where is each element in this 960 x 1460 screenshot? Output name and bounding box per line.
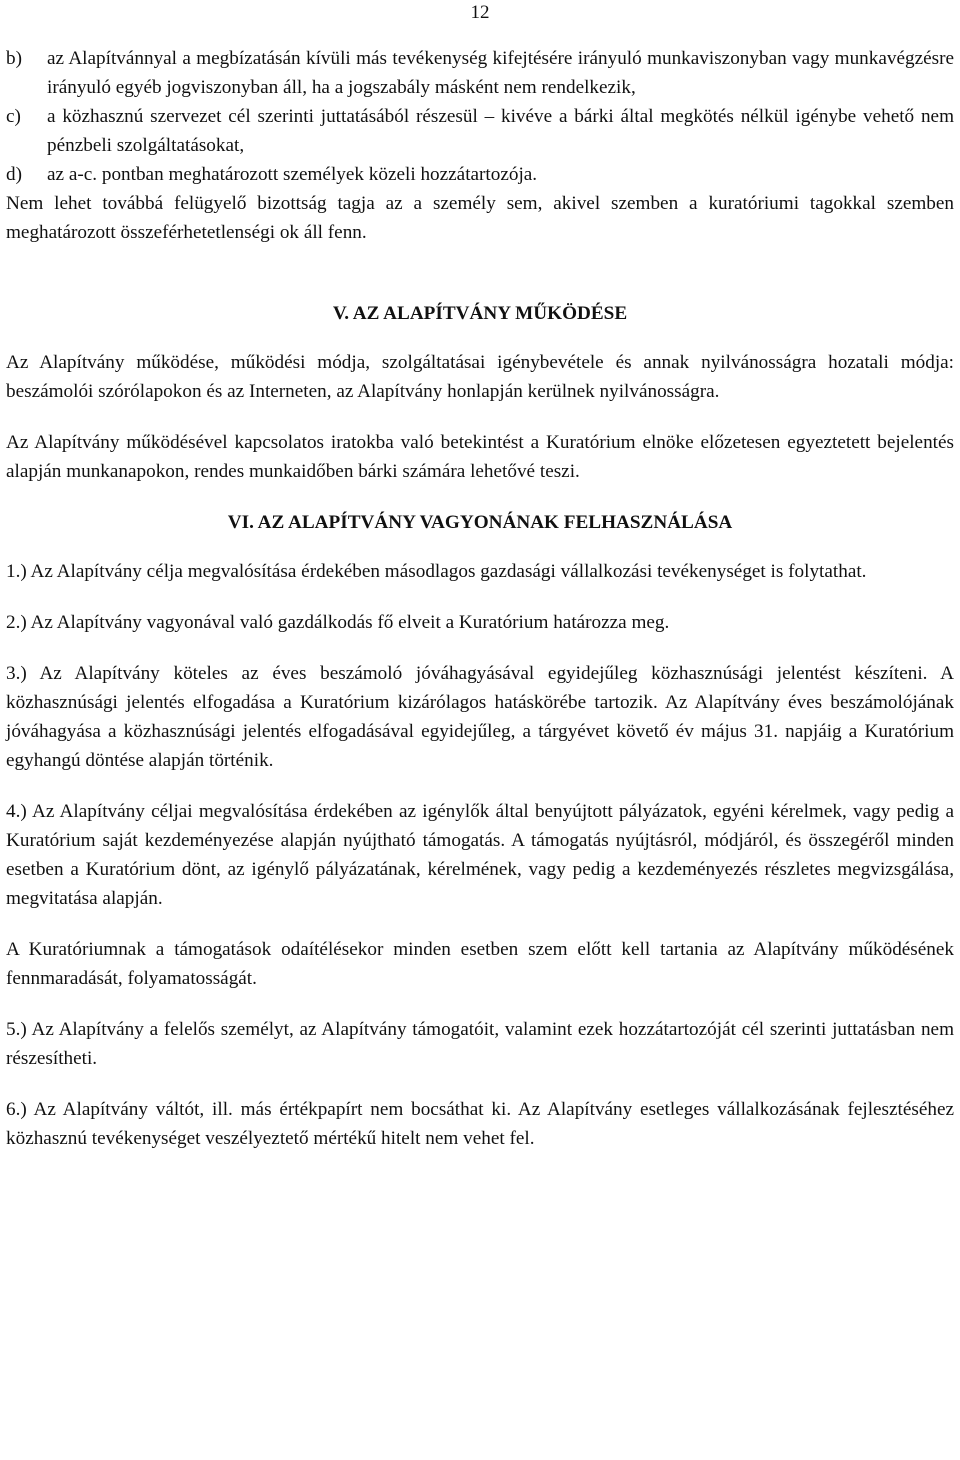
paragraph: 6.) Az Alapítvány váltót, ill. más értékpapírt nem bocsáthat ki. Az Alapítvány esetleges vállalkozásának fejlesztéséhez közhasznú tevékenységet veszélyeztető mértékű hitelt nem vehet fel. — [6, 1099, 954, 1149]
paragraph: 1.) Az Alapítvány célja megvalósítása érdekében másodlagos gazdasági vállalkozási tevékenységet is folytathat. — [6, 561, 867, 582]
paragraph: 3.) Az Alapítvány köteles az éves beszámoló jóváhagyásával egyidejűleg közhasznúsági jelentést készíteni. A közhasznúsági jelentés elfogadása a Kuratórium kizárólagos hatáskörébe tartozik. Az Alapítvány éves beszámolójának jóváhagyása a közhasznúsági jelentés elfogadásával egyidejűleg, a tárgyévet követő év május 31. napjáig a Kuratórium egyhangú döntése alapján történik. — [6, 663, 954, 771]
list-marker: c) — [6, 106, 21, 127]
list-marker: b) — [6, 48, 22, 69]
page-number: 12 — [470, 2, 490, 23]
paragraph: Az Alapítvány működésével kapcsolatos iratokba való betekintést a Kuratórium elnöke előzetesen egyeztetett bejelentés alapján munkanapokon, rendes munkaidőben bárki számára lehetővé teszi. — [6, 432, 954, 482]
section-heading-vi: VI. AZ ALAPÍTVÁNY VAGYONÁNAK FELHASZNÁLÁSA — [227, 512, 733, 533]
list-item — [6, 102, 954, 160]
paragraph: 2.) Az Alapítvány vagyonával való gazdálkodás fő elveit a Kuratórium határozza meg. — [6, 612, 670, 633]
intro-paragraph: Nem lehet továbbá felügyelő bizottság tagja az a személy sem, akivel szemben a kuratóriumi tagokkal szemben meghatározott összeférhetetlenségi ok áll fenn. — [6, 193, 954, 243]
paragraph: Az Alapítvány működése, működési módja, szolgáltatásai igénybevétele és annak nyilvánosságra hozatali módja: beszámolói szórólapokon és az Interneten, az Alapítvány honlapján kerülnek nyilvánosságra. — [6, 352, 954, 402]
list-item — [6, 44, 954, 102]
paragraph: 5.) Az Alapítvány a felelős személyt, az Alapítvány támogatóit, valamint ezek hozzátartozóját cél szerinti juttatásban nem részesítheti. — [6, 1019, 954, 1069]
section-heading-v: V. AZ ALAPÍTVÁNY MŰKÖDÉSE — [332, 303, 628, 324]
list-item-text: az Alapítvánnyal a megbízatásán kívüli más tevékenység kifejtésére irányuló munkaviszonyban vagy munkavégzésre irányuló egyéb jogviszonyban áll, ha a jogszabály másként nem rendelkezik, — [47, 48, 954, 98]
list-item — [6, 160, 954, 189]
page-content — [6, 44, 954, 1153]
paragraph: 4.) Az Alapítvány céljai megvalósítása érdekében az igénylők által benyújtott pályázatok, egyéni kérelmek, vagy pedig a Kuratórium saját kezdeményezése alapján nyújtható támogatás. A támogatás nyújtásról, módjáról, és összegéről minden esetben a Kuratórium dönt, az igénylő pályázatának, kérelmének, vagy pedig a kezdeményezés részletes megvizsgálása, megvitatása alapján. — [6, 801, 954, 909]
list-item-text: az a-c. pontban meghatározott személyek közeli hozzátartozója. — [47, 164, 538, 185]
list-item-text: a közhasznú szervezet cél szerinti juttatásából részesül – kivéve a bárki által megkötés nélkül igénybe vehető nem pénzbeli szolgáltatásokat, — [47, 106, 954, 156]
list-marker: d) — [6, 164, 22, 185]
paragraph: A Kuratóriumnak a támogatások odaítélésekor minden esetben szem előtt kell tartania az Alapítvány működésének fennmaradását, folyamatosságát. — [6, 939, 954, 989]
